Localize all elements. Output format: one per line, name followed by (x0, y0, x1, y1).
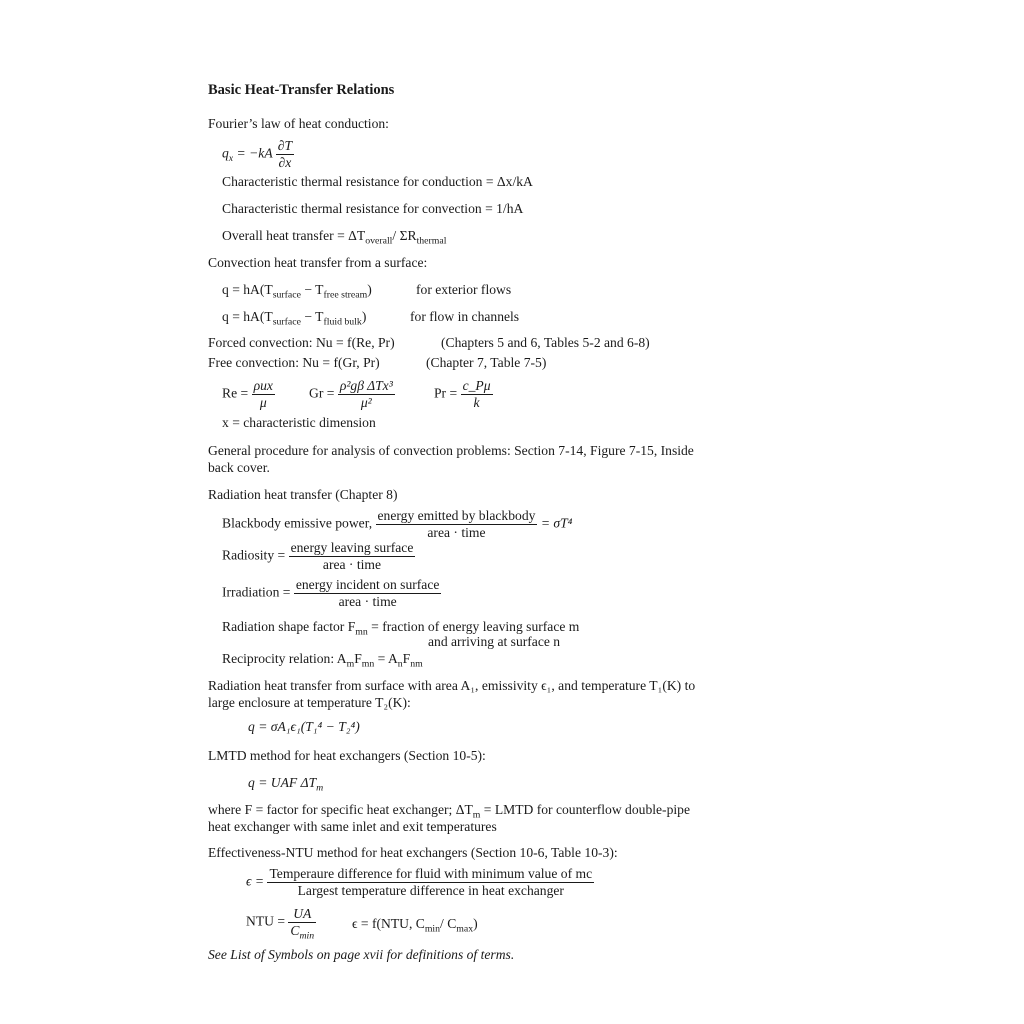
effectiveness-function: ϵ = f(NTU, $C_{min}/$ $C_{max}$) (352, 916, 478, 935)
irradiation: Irradiation = $\frac{\text{energy incident on surface}}{\text{area · time}}$ (222, 577, 440, 609)
conduction-resistance: Characteristic thermal resistance for conduction = Δx/kA (222, 174, 533, 189)
radiosity: Radiosity = $\frac{\text{energy leaving surface}}{\text{area · time}}$ (222, 540, 414, 572)
prandtl-number: Pr = $\frac{c\_P\mu}{k}$ (434, 378, 491, 410)
forced-convection: Forced convection: Nu = f(Re, Pr) (208, 335, 395, 350)
exterior-flow-equation: $q = hA(T_{surface} - T_{free stream})$ (222, 282, 372, 301)
convection-resistance: Characteristic thermal resistance for convection = 1/hA (222, 201, 524, 216)
free-convection-note: (Chapter 7, Table 7-5) (426, 355, 547, 370)
characteristic-dimension: x = characteristic dimension (222, 415, 376, 430)
lmtd-equation: q = UAF $\Delta T_m$ (248, 775, 324, 794)
ntu-definition: NTU = $\frac{UA}{C_{min}}$ (246, 906, 315, 942)
fourier-equation: $q_x = -kA$ $\frac{\partial T}{\partial x}$ (222, 138, 293, 170)
grashof-number: Gr = $\frac{\text{ρ²gβ ΔTx³}}{\text{μ²}}$ (309, 378, 393, 410)
shape-factor: Radiation shape factor $F_{mn}$ = fraction of energy leaving surface m (222, 619, 580, 638)
procedure-line-2: back cover. (208, 460, 270, 475)
blackbody-emissive-power: Blackbody emissive power, $\frac{\text{energy emitted by blackbody}}{\text{area · time}}$ = σT⁴ (222, 508, 573, 540)
enclosure-equation: q = σA₁ϵ₁(T₁⁴ − T₂⁴) (248, 719, 360, 734)
reynolds-number: Re = $\frac{\text{ρux}}{\mu}$ (222, 378, 273, 410)
exterior-flow-note: for exterior flows (416, 282, 512, 297)
reciprocity-relation: Reciprocity relation: $A_mF_{mn} = A_nF_{nm}$ (222, 651, 423, 670)
procedure-line-1: General procedure for analysis of convection problems: Section 7-14, Figure 7-15, Inside (208, 443, 694, 458)
symbols-footnote: See List of Symbols on page xvii for definitions of terms. (208, 947, 515, 962)
convection-heading: Convection heat transfer from a surface: (208, 255, 428, 270)
channel-flow-equation: $q = hA(T_{surface} - T_{fluid bulk})$ (222, 309, 367, 328)
overall-heat-transfer: Overall heat transfer = $\Delta T_{overall}/$ $\Sigma R_{thermal}$ (222, 228, 447, 247)
enclosure-line-1: Radiation heat transfer from surface with area A₁, emissivity ϵ₁, and temperature T₁(K) to (208, 678, 696, 693)
ntu-heading: Effectiveness-NTU method for heat exchangers (Section 10-6, Table 10-3): (208, 845, 618, 860)
shape-factor-continued: and arriving at surface n (428, 634, 561, 649)
radiation-heading: Radiation heat transfer (Chapter 8) (208, 487, 398, 502)
forced-convection-note: (Chapters 5 and 6, Tables 5-2 and 6-8) (441, 335, 650, 350)
page-title: Basic Heat-Transfer Relations (208, 82, 395, 98)
effectiveness-definition: ϵ = $\frac{\text{Temperaure difference for fluid with minimum value of mc}}{\text{Largest temperature difference in heat exchanger}}$ (246, 866, 593, 898)
lmtd-where-line-2: heat exchanger with same inlet and exit temperatures (208, 819, 497, 834)
channel-flow-note: for flow in channels (410, 309, 520, 324)
lmtd-heading: LMTD method for heat exchangers (Section 10-5): (208, 748, 486, 763)
enclosure-line-2: large enclosure at temperature T₂(K): (208, 695, 411, 710)
fourier-heading: Fourier’s law of heat conduction: (208, 116, 389, 131)
lmtd-where-line-1: where F = factor for specific heat exchanger; $\Delta T_m$ = LMTD for counterflow double-pipe (208, 802, 690, 821)
free-convection: Free convection: Nu = f(Gr, Pr) (208, 355, 380, 370)
